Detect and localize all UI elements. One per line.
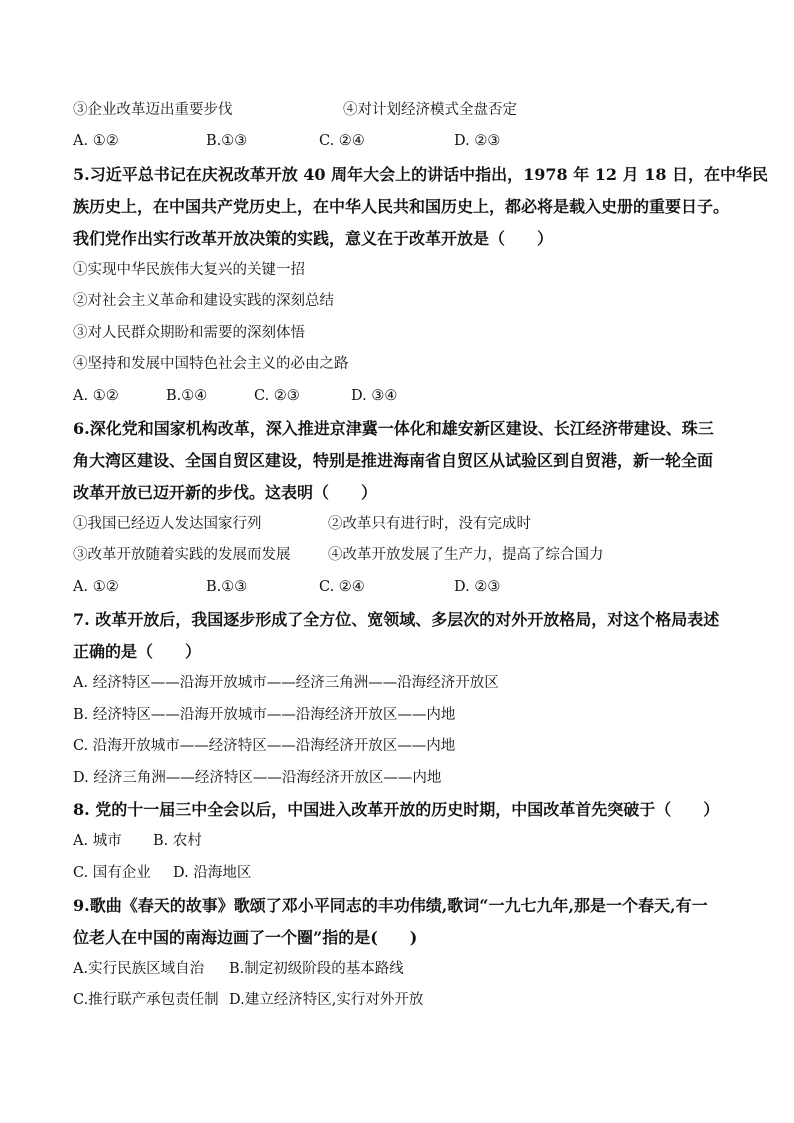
q7-option-c: C. 沿海开放城市——经济特区——沿海经济开放区——内地 [73,738,456,754]
q6-option-a: A. ①② [73,579,119,595]
q6-option-c: C. ②④ [319,579,365,595]
q8-option-a: A. 城市 [73,833,122,849]
q6-item-1: ①我国已经迈人发达国家行列 [73,516,262,532]
q6-option-b: B.①③ [206,579,248,595]
q5-option-d: D. ③④ [351,388,398,404]
q8-stem: 8. 党的十一届三中全会以后，中国进入改革开放的历史时期，中国改革首先突破于（ ） [73,800,720,819]
q5-stem-line-1: 5.习近平总书记在庆祝改革开放 40 周年大会上的讲话中指出，1978 年 12 月 18 日，在中华民 [73,165,769,184]
q9-option-a: A.实行民族区域自治 [73,961,205,977]
q9-options-row-1 [73,959,404,979]
q5-item-1: ①实现中华民族伟大复兴的关键一招 [73,262,305,278]
q6-option-d: D. ②③ [454,579,501,595]
q5-stem-line-2: 族历史上，在中国共产党历史上，在中华人民共和国历史上，都必将是载入史册的重要日子。 [73,197,730,216]
q5-option-c: C. ②③ [254,388,300,404]
top-item-4: ④对计划经济模式全盘否定 [343,102,517,118]
q5-option-a: A. ①② [73,388,119,404]
q5-option-b: B.①④ [166,388,208,404]
q7-option-b: B. 经济特区——沿海开放城市——沿海经济开放区——内地 [73,707,456,723]
q9-options-row-2 [73,990,424,1010]
q6-item-4: ④改革开放发展了生产力，提高了综合国力 [328,547,604,563]
q7-stem-line-2: 正确的是（ ） [73,642,202,661]
q8-options-row-2 [73,863,252,883]
q8-option-b: B. 农村 [153,833,202,849]
q8-options-row-1 [73,831,202,851]
q6-items-row-1 [73,514,531,534]
q6-stem-line-3: 改革开放已迈开新的步伐。这表明（ ） [73,483,378,502]
q9-stem-line-2: 位老人在中国的南海边画了一个圈”指的是( ) [73,928,418,947]
q6-item-2: ②改革只有进行时，没有完成时 [328,516,531,532]
q7-stem-line-1: 7. 改革开放后，我国逐步形成了全方位、宽领域、多层次的对外开放格局，对这个格局表述 [73,610,720,629]
q6-items-row-2 [73,545,604,565]
q9-option-b: B.制定初级阶段的基本路线 [229,961,404,977]
q5-item-4: ④坚持和发展中国特色社会主义的必由之路 [73,356,349,372]
q5-item-2: ②对社会主义革命和建设实践的深刻总结 [73,293,334,309]
top-items-row [73,100,517,120]
q9-option-d: D.建立经济特区,实行对外开放 [229,992,424,1008]
q9-stem-line-1: 9.歌曲《春天的故事》歌颂了邓小平同志的丰功伟绩,歌词“一九七九年,那是一个春天,有一 [73,896,708,915]
q5-item-3: ③对人民群众期盼和需要的深刻体悟 [73,325,305,341]
q6-stem-line-2: 角大湾区建设、全国自贸区建设，特别是推进海南省自贸区从试验区到自贸港，新一轮全面 [73,451,714,470]
q8-option-c: C. 国有企业 [73,865,151,881]
q7-option-d: D. 经济三角洲——经济特区——沿海经济开放区——内地 [73,770,442,786]
top-item-3: ③企业改革迈出重要步伐 [73,102,233,118]
top-option-d: D. ②③ [454,133,501,149]
top-option-c: C. ②④ [319,133,365,149]
q8-option-d: D. 沿海地区 [173,865,252,881]
top-option-b: B.①③ [206,133,248,149]
q6-item-3: ③改革开放随着实践的发展而发展 [73,547,291,563]
top-option-a: A. ①② [73,133,119,149]
q9-option-c: C.推行联产承包责任制 [73,992,219,1008]
q6-stem-line-1: 6.深化党和国家机构改革，深入推进京津冀一体化和雄安新区建设、长江经济带建设、珠三 [73,419,714,438]
q5-stem-line-3: 我们党作出实行改革开放决策的实践，意义在于改革开放是（ ） [73,229,554,248]
q7-option-a: A. 经济特区——沿海开放城市——经济三角洲——沿海经济开放区 [73,675,499,691]
